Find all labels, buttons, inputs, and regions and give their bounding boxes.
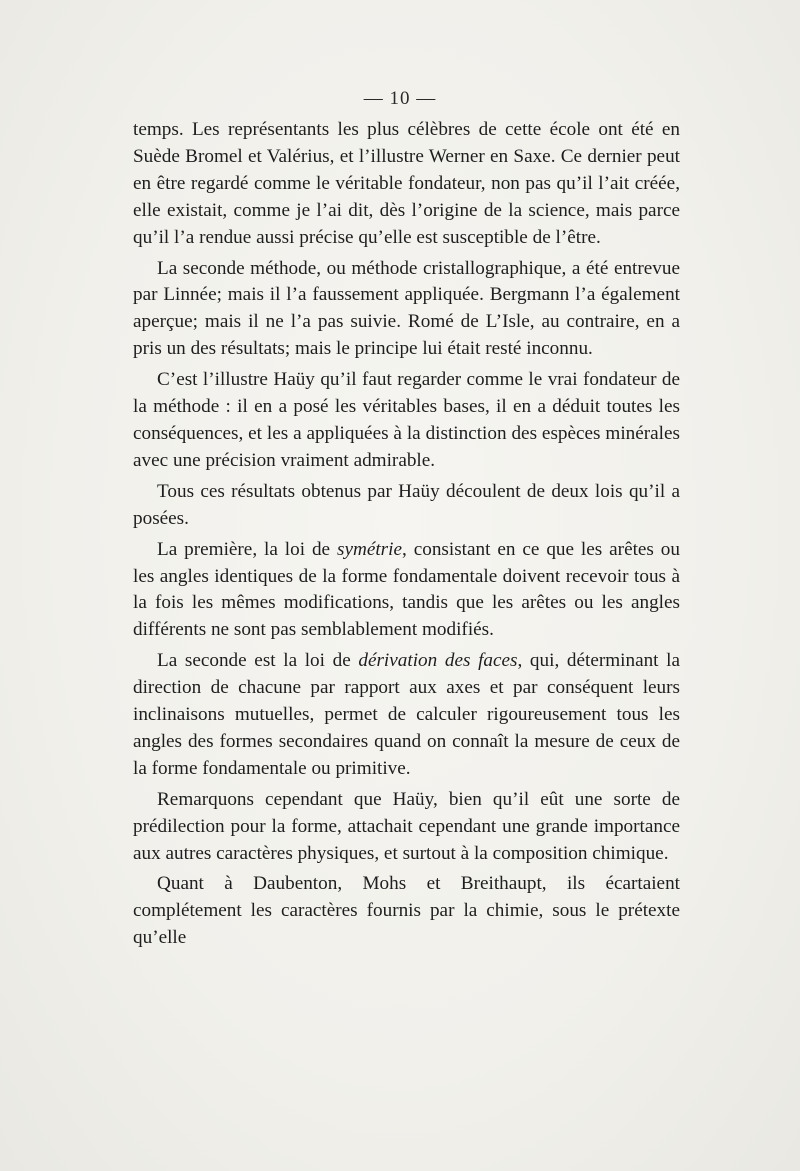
text-run: temps. Les représentants les plus célèbres de cette école ont été en Suède Bromel et Valérius, et l’illustre Werner en Saxe. Ce dernier peut en être regardé comme le véritable fondateur, non pas qu’il l’ait créée, elle existait, comme je l’ai dit, dès l’origine de la science, mais parce qu’il l’a rendue aussi précise qu’elle est susceptible de l’être. (133, 119, 680, 248)
text-run: Quant à Daubenton, Mohs et Breithaupt, ils écartaient complétement les caractères fournis par la chimie, sous le prétexte qu’elle (133, 873, 680, 949)
italic-term: symétrie (336, 538, 402, 560)
paragraph (133, 537, 680, 645)
paragraph (133, 256, 680, 364)
text-run: La seconde est la loi de (157, 650, 359, 672)
paragraph (133, 871, 680, 952)
paragraph (133, 479, 680, 533)
paragraph (133, 367, 680, 475)
paragraph (133, 117, 680, 252)
paragraph (133, 787, 680, 868)
text-run: Remarquons cependant que Haüy, bien qu’il eût une sorte de prédilection pour la forme, attachait cependant une grande importance aux autres caractères physiques, et surtout à la composition chimique. (133, 788, 680, 864)
paragraph (133, 648, 680, 783)
italic-term: dérivation des faces (358, 650, 518, 672)
text-run: Tous ces résultats obtenus par Haüy découlent de deux lois qu’il a posées. (133, 480, 680, 529)
page-number: — 10 — (363, 88, 437, 109)
text-run: La première, la loi de (157, 538, 337, 560)
body-text (133, 117, 680, 956)
text-run: , consistant en ce que les arêtes ou les angles identiques de la forme fondamentale doivent recevoir tous à la fois les mêmes modifications, tandis que les arêtes ou les angles différents ne sont pas semblablement modifiés. (133, 538, 680, 641)
text-run: La seconde méthode, ou méthode cristallographique, a été entrevue par Linnée; mais il l’a faussement appliquée. Bergmann l’a également aperçue; mais il ne l’a pas suivie. Romé de L’Isle, au contraire, en a pris un des résultats; mais le principe lui était resté inconnu. (133, 257, 680, 360)
text-run: , qui, déterminant la direction de chacune par rapport aux axes et par conséquent leurs inclinaisons mutuelles, permet de calculer rigoureusement tous les angles des formes secondaires quand on connaît la mesure de ceux de la forme fondamentale ou primitive. (133, 650, 680, 779)
text-run: C’est l’illustre Haüy qu’il faut regarder comme le vrai fondateur de la méthode : il en a posé les véritables bases, il en a déduit toutes les conséquences, et les a appliquées à la distinction des espèces minérales avec une précision vraiment admirable. (133, 369, 680, 471)
